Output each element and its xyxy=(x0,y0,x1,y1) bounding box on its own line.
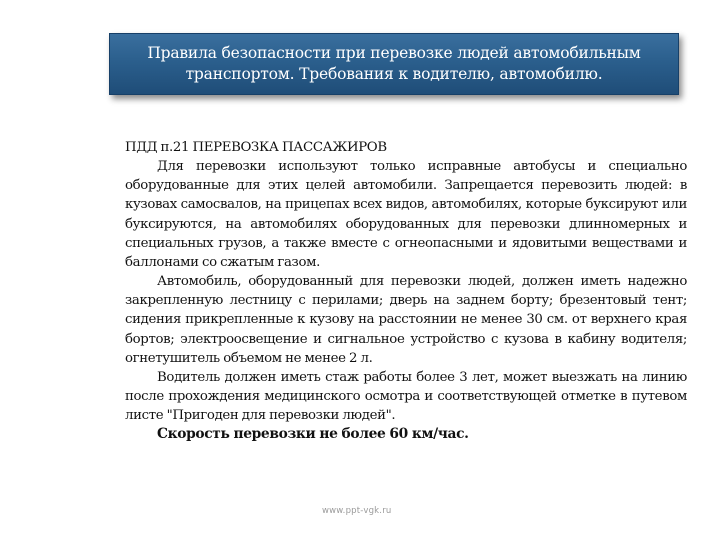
slide-body xyxy=(125,138,687,445)
slide-title: Правила безопасности при перевозке людей автомобильным транспортом. Требования к водителю, автомобилю. xyxy=(147,44,641,83)
footer-url: www.ppt-vgk.ru xyxy=(322,506,392,516)
speed-limit-line: Скорость перевозки не более 60 км/час. xyxy=(157,426,469,443)
section-heading: ПДД п.21 ПЕРЕВОЗКА ПАССАЖИРОВ xyxy=(125,140,387,155)
paragraph-vehicle-requirements: Автомобиль, оборудованный для перевозки людей, должен иметь надежно закрепленную лестницу с перилами; дверь на заднем борту; брезентовый тент; сидения прикрепленные к кузову на расстоянии не менее 30 см. от верхнего края бортов; электроосвещение и сигнальное устройство с кузова в кабину водителя; огнетушитель объемом не менее 2 л. xyxy=(125,274,687,366)
title-banner xyxy=(109,33,679,95)
paragraph-driver-requirements: Водитель должен иметь стаж работы более 3 лет, может выезжать на линию после прохождения медицинского осмотра и соответствующей отметке в путевом листе "Пригоден для перевозки людей". xyxy=(125,369,687,424)
paragraph-transport-rules: Для перевозки используют только исправные автобусы и специально оборудованные для этих целей автомобили. Запрещается перевозить людей: в кузовах самосвалов, на прицепах всех видов, автомобилях, которые буксируют или буксируются, на автомобилях оборудованных для перевозки длинномерных и специальных грузов, а также вместе с огнеопасными и ядовитыми веществами и баллонами со сжатым газом. xyxy=(125,159,687,270)
